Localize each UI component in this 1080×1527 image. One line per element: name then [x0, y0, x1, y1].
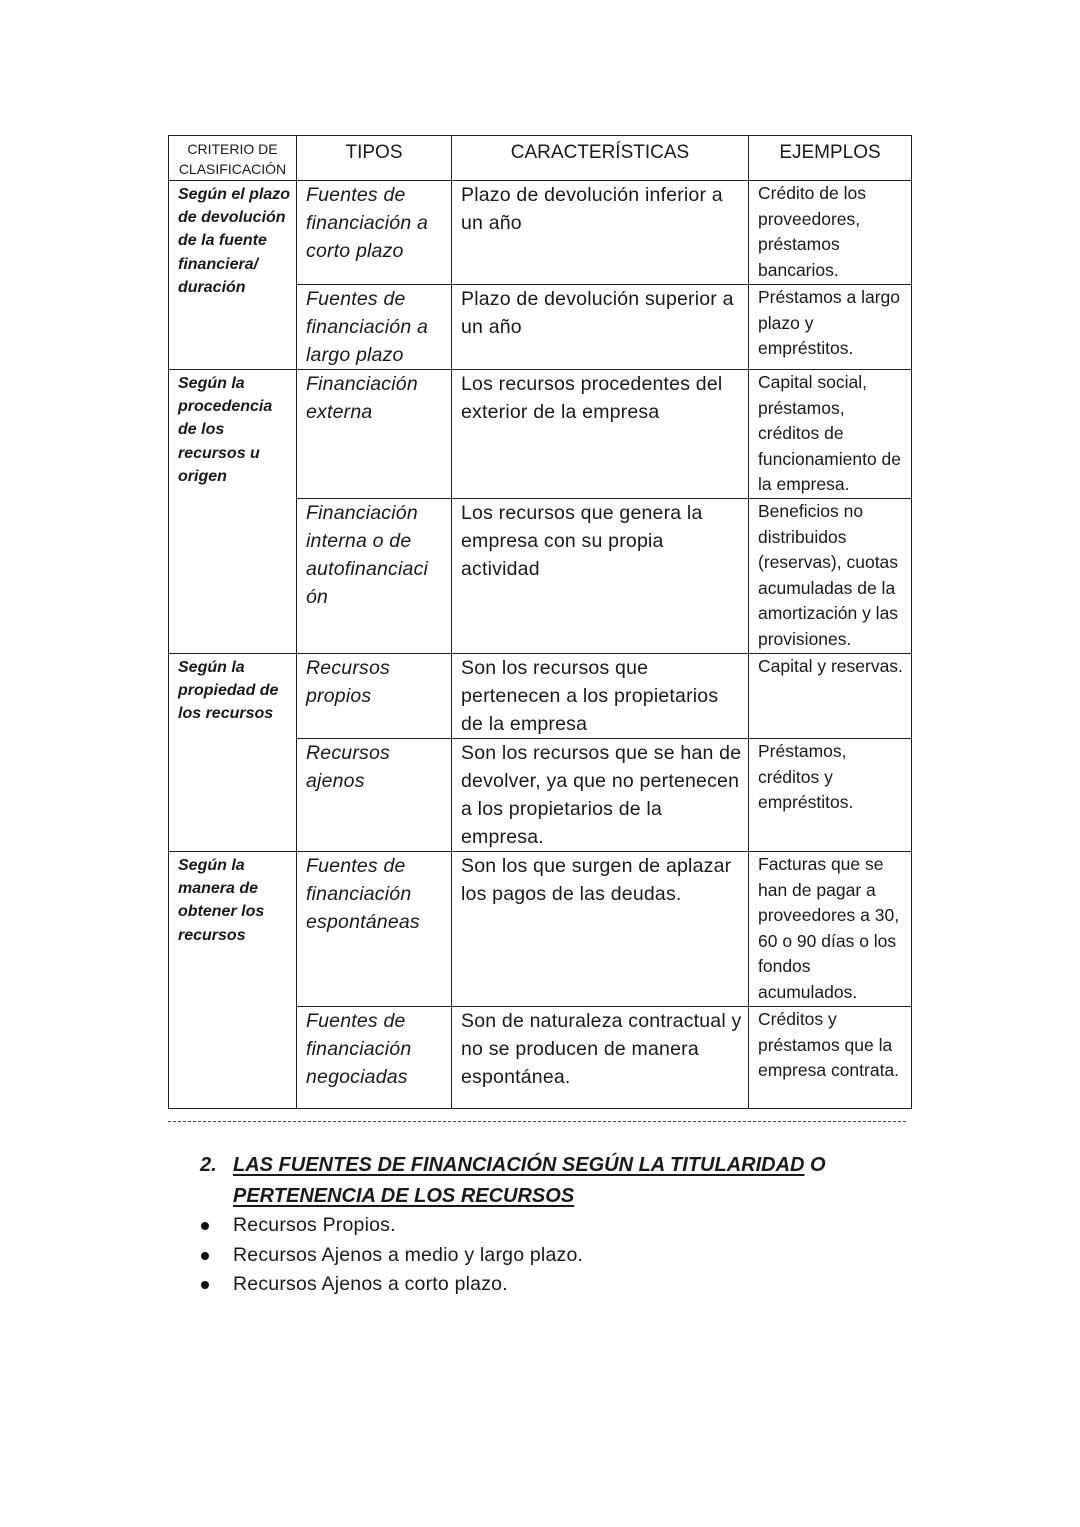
ejemplo-cell: Préstamos, créditos y empréstitos.: [749, 739, 912, 852]
tipo-cell: Financiación interna o de autofinanciaci ón: [297, 499, 452, 654]
ejemplo-cell: Facturas que se han de pagar a proveedores a 30, 60 o 90 días o los fondos acumulados.: [749, 852, 912, 1007]
header-criterio: CRITERIO DE CLASIFICACIÓN: [169, 136, 297, 181]
header-caracteristicas: CARACTERÍSTICAS: [452, 136, 749, 181]
tipo-cell: Fuentes de financiación negociadas: [297, 1007, 452, 1109]
caracteristica-cell: Los recursos procedentes del exterior de la empresa: [452, 370, 749, 499]
section-number: 2.: [200, 1154, 217, 1176]
section-title-line-1: [233, 1150, 826, 1181]
table-row: [169, 370, 912, 499]
bullet-icon: [201, 1222, 209, 1230]
tipo-cell: Fuentes de financiación espontáneas: [297, 852, 452, 1007]
list-item: Recursos Ajenos a medio y largo plazo.: [200, 1241, 583, 1271]
tipo-cell: Fuentes de financiación a largo plazo: [297, 285, 452, 370]
tipo-cell: Fuentes de financiación a corto plazo: [297, 181, 452, 285]
ejemplo-cell: Crédito de los proveedores, préstamos bancarios.: [749, 181, 912, 285]
section-title-underlined-1: LAS FUENTES DE FINANCIACIÓN SEGÚN LA TITULARIDAD: [233, 1154, 805, 1176]
caracteristica-cell: Plazo de devolución superior a un año: [452, 285, 749, 370]
criterio-cell: Según la propiedad de los recursos: [169, 654, 297, 852]
ejemplo-cell: Créditos y préstamos que la empresa contrata.: [749, 1007, 912, 1109]
section-title-underlined-2: PERTENENCIA DE LOS RECURSOS: [233, 1185, 575, 1207]
header-tipos: TIPOS: [297, 136, 452, 181]
tipo-cell: Recursos ajenos: [297, 739, 452, 852]
list-item: Recursos Propios.: [200, 1211, 583, 1241]
bullet-icon: [201, 1281, 209, 1289]
section-title-line-2: [233, 1181, 574, 1212]
criterio-cell: Según el plazo de devolución de la fuente financiera/ duración: [169, 181, 297, 370]
criterio-cell: Según la manera de obtener los recursos: [169, 852, 297, 1109]
ejemplo-cell: Capital y reservas.: [749, 654, 912, 739]
caracteristica-cell: Son los recursos que se han de devolver, ya que no pertenecen a los propietarios de la empresa.: [452, 739, 749, 852]
bullet-list: [200, 1211, 583, 1300]
ejemplo-cell: Capital social, préstamos, créditos de funcionamiento de la empresa.: [749, 370, 912, 499]
section-title-plain: O: [804, 1154, 826, 1176]
ejemplo-cell: Préstamos a largo plazo y empréstitos.: [749, 285, 912, 370]
tipo-cell: Financiación externa: [297, 370, 452, 499]
caracteristica-cell: Son de naturaleza contractual y no se producen de manera espontánea.: [452, 1007, 749, 1109]
list-item: Recursos Ajenos a corto plazo.: [200, 1270, 583, 1300]
criterio-cell: Según la procedencia de los recursos u origen: [169, 370, 297, 654]
bullet-icon: [201, 1252, 209, 1260]
tipo-cell: Recursos propios: [297, 654, 452, 739]
caracteristica-cell: Son los recursos que pertenecen a los propietarios de la empresa: [452, 654, 749, 739]
table-header-row: [169, 136, 912, 181]
header-ejemplos: EJEMPLOS: [749, 136, 912, 181]
caracteristica-cell: Son los que surgen de aplazar los pagos de las deudas.: [452, 852, 749, 1007]
dashed-divider: [168, 1121, 906, 1122]
caracteristica-cell: Los recursos que genera la empresa con su propia actividad: [452, 499, 749, 654]
financing-sources-table: [168, 135, 912, 1109]
ejemplo-cell: Beneficios no distribuidos (reservas), cuotas acumuladas de la amortización y las provisiones.: [749, 499, 912, 654]
table-row: [169, 181, 912, 285]
caracteristica-cell: Plazo de devolución inferior a un año: [452, 181, 749, 285]
table-row: [169, 852, 912, 1007]
table-row: [169, 654, 912, 739]
